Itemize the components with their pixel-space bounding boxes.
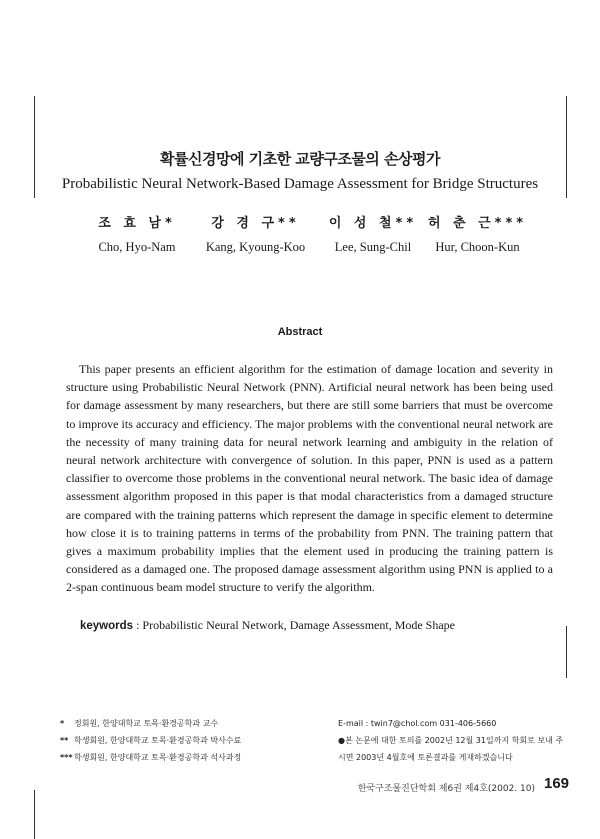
author-name-english: Kang, Kyoung-Koo	[205, 240, 306, 254]
contact-notes	[338, 715, 570, 766]
keywords-label: keywords	[80, 620, 134, 632]
keywords-text: Probabilistic Neural Network, Damage Assessment, Mode Shape	[142, 618, 456, 632]
author-name-english: Lee, Sung-Chil	[334, 240, 412, 254]
footnote-text: 학생회원, 한양대학교 토목·환경공학과 석사과정	[74, 753, 242, 762]
discussion-note: ●본 논문에 대한 토의를 2002년 12월 31일까지 학회로 보내 주시면 2003년 4월호에 토론결과를 게재하겠습니다	[338, 736, 564, 762]
journal-citation: 한국구조물진단학회 제6권 제4호(2002. 10)	[357, 784, 535, 794]
paper-title-english: Probabilistic Neural Network-Based Damage Assessment for Bridge Structures	[61, 176, 539, 192]
footnote-mark: *	[60, 719, 65, 728]
author-name-korean: 강 경 구**	[211, 216, 300, 231]
keywords-line	[80, 618, 550, 633]
footnote-mark: **	[60, 736, 69, 745]
author-footnotes	[60, 715, 320, 766]
author-name-english: Cho, Hyo-Nam	[98, 240, 176, 254]
contact-email: E-mail : twin7@chol.com 031-406-5660	[338, 719, 497, 728]
page-number: 169	[544, 775, 570, 792]
footnote-item	[60, 715, 320, 732]
paper-title-korean: 확률신경망에 기초한 교량구조물의 손상평가	[160, 150, 440, 168]
abstract-body: This paper presents an efficient algorithm for the estimation of damage location and severity in structure using Probabilistic Neural Network (PNN). Artificial neural network has been being used for damage assessment by many researchers, but there are still some barriers that must be overcome to improve its accuracy and efficiency. The major problems with the conventional neural network are the necessity of many training data for neural network learning and ambiguity in the relation of neural network architecture with convergence of solution. In this paper, PNN is used as a pattern classifier to overcome those problems in the conventional neural network. The basic idea of damage assessment algorithm proposed in this paper is that modal characteristics from a damaged structure are compared with the training patterns which represent the damage in specific element to determine how close it is to training patterns in terms of the probability from PNN. The training pattern that gives a maximum probability implies that the element used in producing the training pattern is considered as a damaged one. The proposed damage assessment algorithm using PNN is applied to a 2-span continuous beam model structure to verify the algorithm.	[66, 362, 553, 595]
footnote-mark: ***	[60, 753, 73, 762]
author-name-english: Hur, Choon-Kun	[435, 240, 520, 254]
author-name-korean: 이 성 철**	[328, 216, 418, 231]
footnote-text: 학생회원, 한양대학교 토목·환경공학과 박사수료	[74, 736, 242, 745]
margin-rule-left-bottom	[34, 790, 35, 839]
footnote-text: 정회원, 한양대학교 토목·환경공학과 교수	[74, 719, 219, 728]
author-name-korean: 허 춘 근***	[427, 216, 528, 231]
footnote-item	[60, 749, 320, 766]
abstract-heading: Abstract	[277, 326, 323, 338]
author-name-korean: 조 효 남*	[98, 216, 176, 231]
keywords-separator: :	[136, 618, 140, 632]
footnote-item	[60, 732, 320, 749]
margin-rule-right-mid	[566, 626, 567, 678]
